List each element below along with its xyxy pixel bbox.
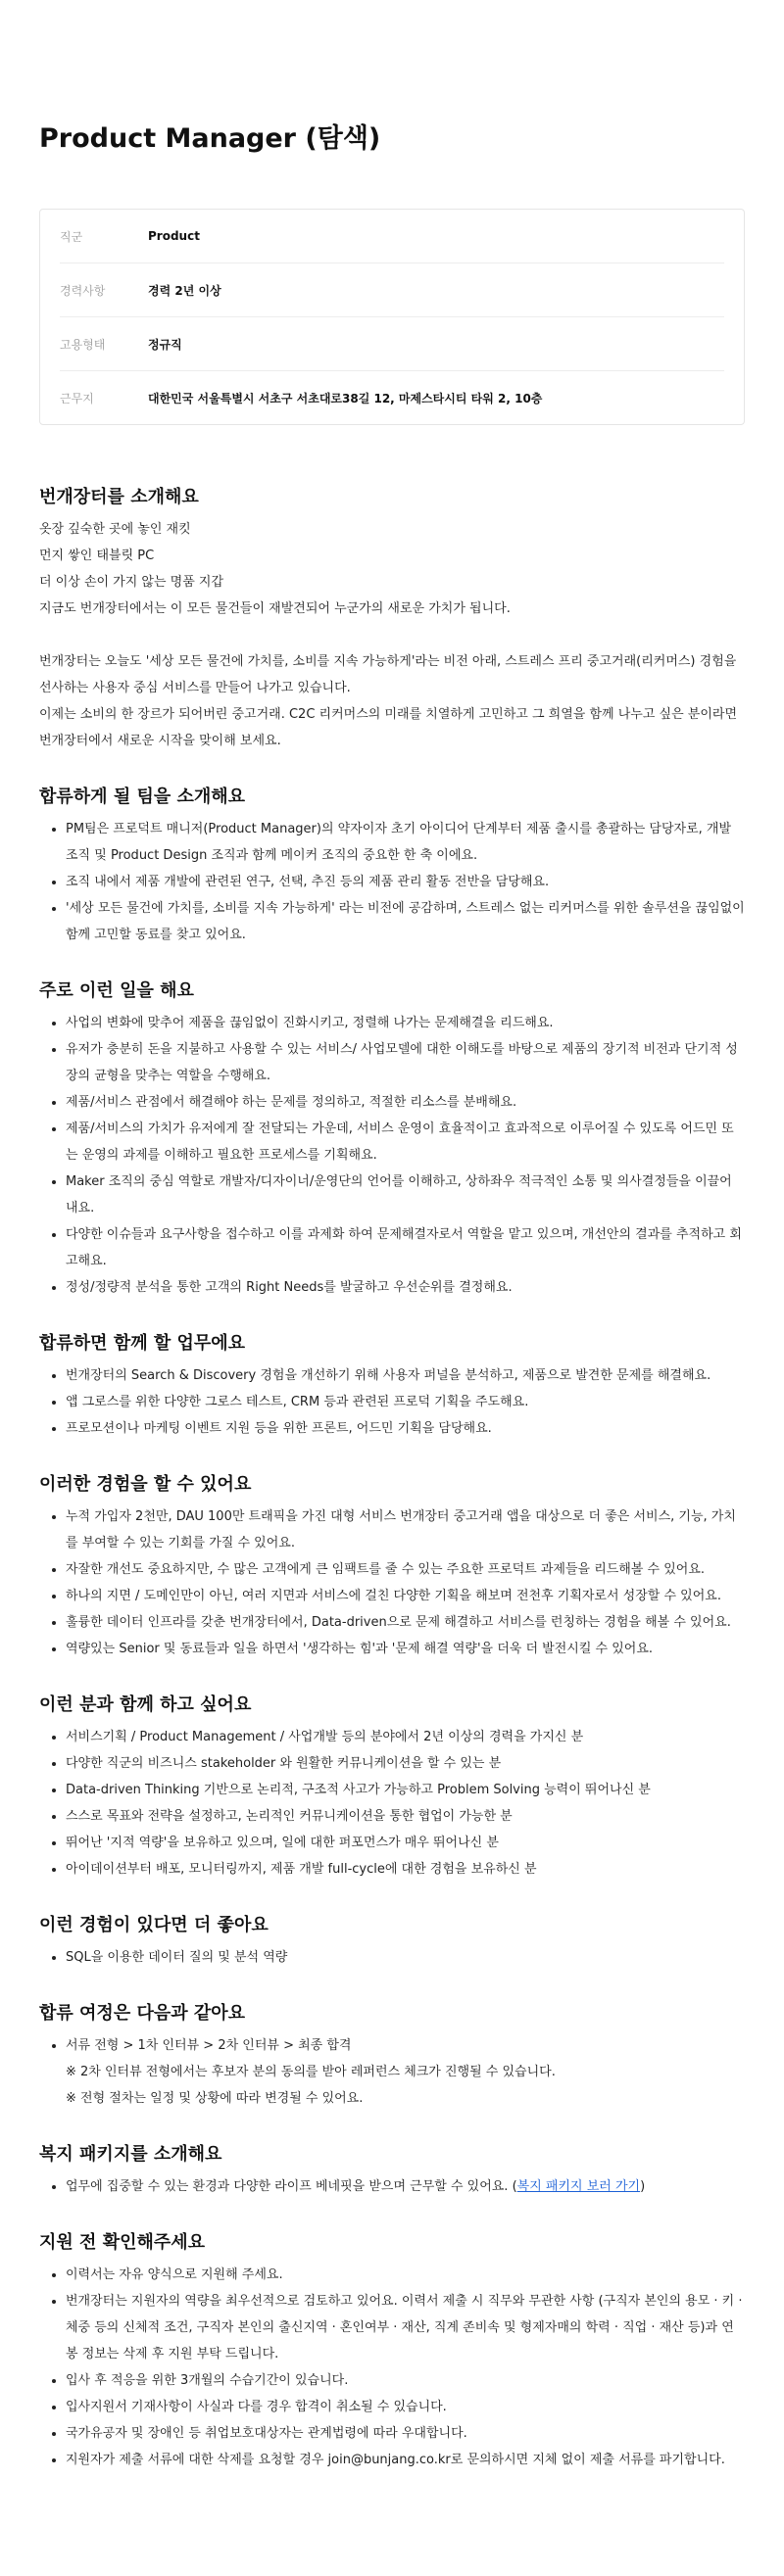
job-info-box bbox=[39, 209, 745, 425]
section-heading: 복지 패키지를 소개해요 bbox=[39, 2144, 222, 2165]
process-note: ※ 전형 절차는 일정 및 상황에 따라 변경될 수 있어요. bbox=[66, 2091, 364, 2106]
list-item: • 역량있는 Senior 및 동료들과 일을 하면서 '생각하는 힘'과 '문제 해결 역량'을 더욱 더 발전시킬 수 있어요. bbox=[66, 1636, 745, 1662]
section-heading: 이런 분과 함께 하고 싶어요 bbox=[39, 1694, 252, 1715]
spacer bbox=[39, 622, 745, 648]
section-heading: 주로 이런 일을 해요 bbox=[39, 980, 194, 1001]
list-item: • SQL을 이용한 데이터 질의 및 분석 역량 bbox=[66, 1944, 745, 1971]
intro-line: 더 이상 손이 가지 않는 명품 지갑 bbox=[39, 575, 224, 590]
list-item bbox=[66, 2032, 745, 2112]
intro-line: 지금도 번개장터에서는 이 모든 물건들이 재발견되어 누군가의 새로운 가치가 됩니다. bbox=[39, 601, 511, 616]
section-qualifications bbox=[39, 1692, 745, 1883]
info-label: 직군 bbox=[60, 229, 83, 244]
section-team bbox=[39, 784, 745, 948]
section-heading: 이러한 경험을 할 수 있어요 bbox=[39, 1474, 252, 1495]
section-heading: 지원 전 확인해주세요 bbox=[39, 2232, 206, 2253]
section-duties bbox=[39, 978, 745, 1301]
team-list bbox=[39, 816, 745, 948]
list-item: • Data-driven Thinking 기반으로 논리적, 구조적 사고가 가능하고 Problem Solving 능력이 뛰어나신 분 bbox=[66, 1777, 745, 1803]
list-item: • 유저가 충분히 돈을 지불하고 사용할 수 있는 서비스/ 사업모델에 대한 이해도를 바탕으로 제품의 장기적 비전과 단기적 성장의 균형을 맞추는 역할을 수행해요. bbox=[66, 1036, 745, 1089]
qualifications-list bbox=[39, 1724, 745, 1883]
intro-line: 번개장터는 오늘도 '세상 모든 물건에 가치를, 소비를 지속 가능하게'라는 비전 아래, 스트레스 프리 중고거래(리커머스) 경험을 선사하는 사용자 중심 서비스를 만들어 나가고 있습니다. bbox=[39, 654, 737, 695]
info-value: 대한민국 서울특별시 서초구 서초대로38길 12, 마제스타시티 타워 2, 10층 bbox=[148, 391, 543, 405]
section-preferred bbox=[39, 1912, 745, 1971]
section-experience bbox=[39, 1471, 745, 1662]
section-heading: 번개장터를 소개해요 bbox=[39, 487, 199, 507]
list-item: • Maker 조직의 중심 역할로 개발자/디자이너/운영단의 언어를 이해하고, 상하좌우 적극적인 소통 및 의사결정들을 이끌어 내요. bbox=[66, 1169, 745, 1221]
info-row-experience bbox=[60, 263, 724, 317]
process-steps: 서류 전형 > 1차 인터뷰 > 2차 인터뷰 > 최종 합격 bbox=[66, 2038, 352, 2053]
intro-line: 옷장 깊숙한 곳에 놓인 재킷 bbox=[39, 522, 191, 537]
process-list bbox=[39, 2032, 745, 2112]
section-intro bbox=[39, 484, 745, 754]
preferred-list bbox=[39, 1944, 745, 1971]
info-row-location bbox=[60, 371, 724, 424]
list-item: • 번개장터의 Search & Discovery 경험을 개선하기 위해 사용자 퍼널을 분석하고, 제품으로 발견한 문제를 해결해요. bbox=[66, 1362, 745, 1389]
list-item: • 앱 그로스를 위한 다양한 그로스 테스트, CRM 등과 관련된 프로덕 기획을 주도해요. bbox=[66, 1389, 745, 1415]
info-label: 고용형태 bbox=[60, 337, 106, 352]
section-heading: 합류 여정은 다음과 같아요 bbox=[39, 2003, 246, 2024]
page-title: Product Manager (탐색) bbox=[39, 123, 381, 154]
intro-line: 먼지 쌓인 태블릿 PC bbox=[39, 549, 155, 563]
benefits-text: 업무에 집중할 수 있는 환경과 다양한 라이프 베네핏을 받으며 근무할 수 있어요. ( bbox=[66, 2179, 517, 2194]
info-row-job-group bbox=[60, 210, 724, 263]
section-together bbox=[39, 1330, 745, 1442]
info-label: 근무지 bbox=[60, 391, 94, 405]
info-label: 경력사항 bbox=[60, 283, 106, 298]
list-item: • 하나의 지면 / 도메인만이 아닌, 여러 지면과 서비스에 걸친 다양한 기획을 해보며 전천후 기획자로서 성장할 수 있어요. bbox=[66, 1583, 745, 1609]
list-item: • 정성/정량적 분석을 통한 고객의 Right Needs를 발굴하고 우선순위를 결정해요. bbox=[66, 1274, 745, 1301]
section-heading: 합류하게 될 팀을 소개해요 bbox=[39, 787, 246, 807]
list-item: • 서비스기획 / Product Management / 사업개발 등의 분야에서 2년 이상의 경력을 가지신 분 bbox=[66, 1724, 745, 1750]
list-item bbox=[66, 2173, 745, 2200]
experience-list bbox=[39, 1503, 745, 1662]
list-item: • 제품/서비스 관점에서 해결해야 하는 문제를 정의하고, 적절한 리소스를 분배해요. bbox=[66, 1089, 745, 1116]
process-note: ※ 2차 인터뷰 전형에서는 후보자 분의 동의를 받아 레퍼런스 체크가 진행될 수 있습니다. bbox=[66, 2065, 556, 2079]
benefits-text-end: ) bbox=[640, 2179, 646, 2194]
list-item: • 프로모션이나 마케팅 이벤트 지원 등을 위한 프론트, 어드민 기획을 담당해요. bbox=[66, 1415, 745, 1442]
list-item: • 자잘한 개선도 중요하지만, 수 많은 고객에게 큰 임팩트를 줄 수 있는 주요한 프로덕트 과제들을 리드해볼 수 있어요. bbox=[66, 1556, 745, 1583]
duties-list bbox=[39, 1010, 745, 1301]
info-row-employment-type bbox=[60, 317, 724, 371]
list-item: • 입사 후 적응을 위한 3개월의 수습기간이 있습니다. bbox=[66, 2367, 745, 2394]
list-item: • 조직 내에서 제품 개발에 관련된 연구, 선택, 추진 등의 제품 관리 활동 전반을 담당해요. bbox=[66, 869, 745, 895]
job-posting bbox=[20, 0, 764, 2512]
list-item: • 이력서는 자유 양식으로 지원해 주세요. bbox=[66, 2262, 745, 2288]
section-benefits bbox=[39, 2141, 745, 2200]
spacer bbox=[39, 2473, 745, 2512]
list-item: • 지원자가 제출 서류에 대한 삭제를 요청할 경우 join@bunjang.co.kr로 문의하시면 지체 없이 제출 서류를 파기합니다. bbox=[66, 2447, 745, 2473]
section-notice bbox=[39, 2229, 745, 2473]
list-item: • 다양한 직군의 비즈니스 stakeholder 와 원활한 커뮤니케이션을 할 수 있는 분 bbox=[66, 1750, 745, 1777]
list-item: • 사업의 변화에 맞추어 제품을 끊임없이 진화시키고, 정렬해 나가는 문제해결을 리드해요. bbox=[66, 1010, 745, 1036]
info-value: 정규직 bbox=[148, 337, 182, 352]
list-item: • 국가유공자 및 장애인 등 취업보호대상자는 관계법령에 따라 우대합니다. bbox=[66, 2420, 745, 2447]
info-value: 경력 2년 이상 bbox=[148, 283, 221, 298]
list-item: • PM팀은 프로덕트 매니저(Product Manager)의 약자이자 초기 아이디어 단계부터 제품 출시를 총괄하는 담당자로, 개발 조직 및 Product Design 조직과 함께 메이커 조직의 중요한 한 축 이에요. bbox=[66, 816, 745, 869]
notice-list bbox=[39, 2262, 745, 2473]
together-list bbox=[39, 1362, 745, 1442]
list-item: • 스스로 목표와 전략을 설정하고, 논리적인 커뮤니케이션을 통한 협업이 가능한 분 bbox=[66, 1803, 745, 1830]
list-item: • 아이데이션부터 배포, 모니터링까지, 제품 개발 full-cycle에 대한 경험을 보유하신 분 bbox=[66, 1856, 745, 1883]
list-item: • 뛰어난 '지적 역량'을 보유하고 있으며, 일에 대한 퍼포먼스가 매우 뛰어나신 분 bbox=[66, 1830, 745, 1856]
section-process bbox=[39, 2000, 745, 2112]
list-item: • 누적 가입자 2천만, DAU 100만 트래픽을 가진 대형 서비스 번개장터 중고거래 앱을 대상으로 더 좋은 서비스, 기능, 가치를 부여할 수 있는 기회를 가질 수 있어요. bbox=[66, 1503, 745, 1556]
list-item: • 번개장터는 지원자의 역량을 최우선적으로 검토하고 있어요. 이력서 제출 시 직무와 무관한 사항 (구직자 본인의 용모 · 키 · 체중 등의 신체적 조건, 구직자 본인의 출신지역 · 혼인여부 · 재산, 직계 존비속 및 형제자매의 학력 · 직업 · 재산 등)과 연봉 정보는 삭제 후 지원 부탁 드립니다. bbox=[66, 2288, 745, 2367]
benefits-link[interactable]: 복지 패키지 보러 가기 bbox=[516, 2179, 641, 2194]
list-item: • '세상 모든 물건에 가치를, 소비를 지속 가능하게' 라는 비전에 공감하며, 스트레스 없는 리커머스를 위한 솔루션을 끊임없이 함께 고민할 동료를 찾고 있어요. bbox=[66, 895, 745, 948]
list-item: • 다양한 이슈들과 요구사항을 접수하고 이를 과제화 하여 문제해결자로서 역할을 맡고 있으며, 개선안의 결과를 추적하고 회고해요. bbox=[66, 1221, 745, 1274]
intro-line: 이제는 소비의 한 장르가 되어버린 중고거래. C2C 리커머스의 미래를 치열하게 고민하고 그 희열을 함께 나누고 싶은 분이라면 번개장터에서 새로운 시작을 맞이해 보세요. bbox=[39, 707, 738, 748]
list-item: • 훌륭한 데이터 인프라를 갖춘 번개장터에서, Data-driven으로 문제 해결하고 서비스를 런칭하는 경험을 해볼 수 있어요. bbox=[66, 1609, 745, 1636]
benefits-list bbox=[39, 2173, 745, 2200]
section-heading: 합류하면 함께 할 업무에요 bbox=[39, 1333, 246, 1354]
list-item: • 제품/서비스의 가치가 유저에게 잘 전달되는 가운데, 서비스 운영이 효율적이고 효과적으로 이루어질 수 있도록 어드민 또는 운영의 과제를 이해하고 필요한 프로세스를 기획해요. bbox=[66, 1116, 745, 1169]
section-heading: 이런 경험이 있다면 더 좋아요 bbox=[39, 1915, 269, 1935]
list-item: • 입사지원서 기재사항이 사실과 다를 경우 합격이 취소될 수 있습니다. bbox=[66, 2394, 745, 2420]
info-value: Product bbox=[148, 229, 200, 243]
